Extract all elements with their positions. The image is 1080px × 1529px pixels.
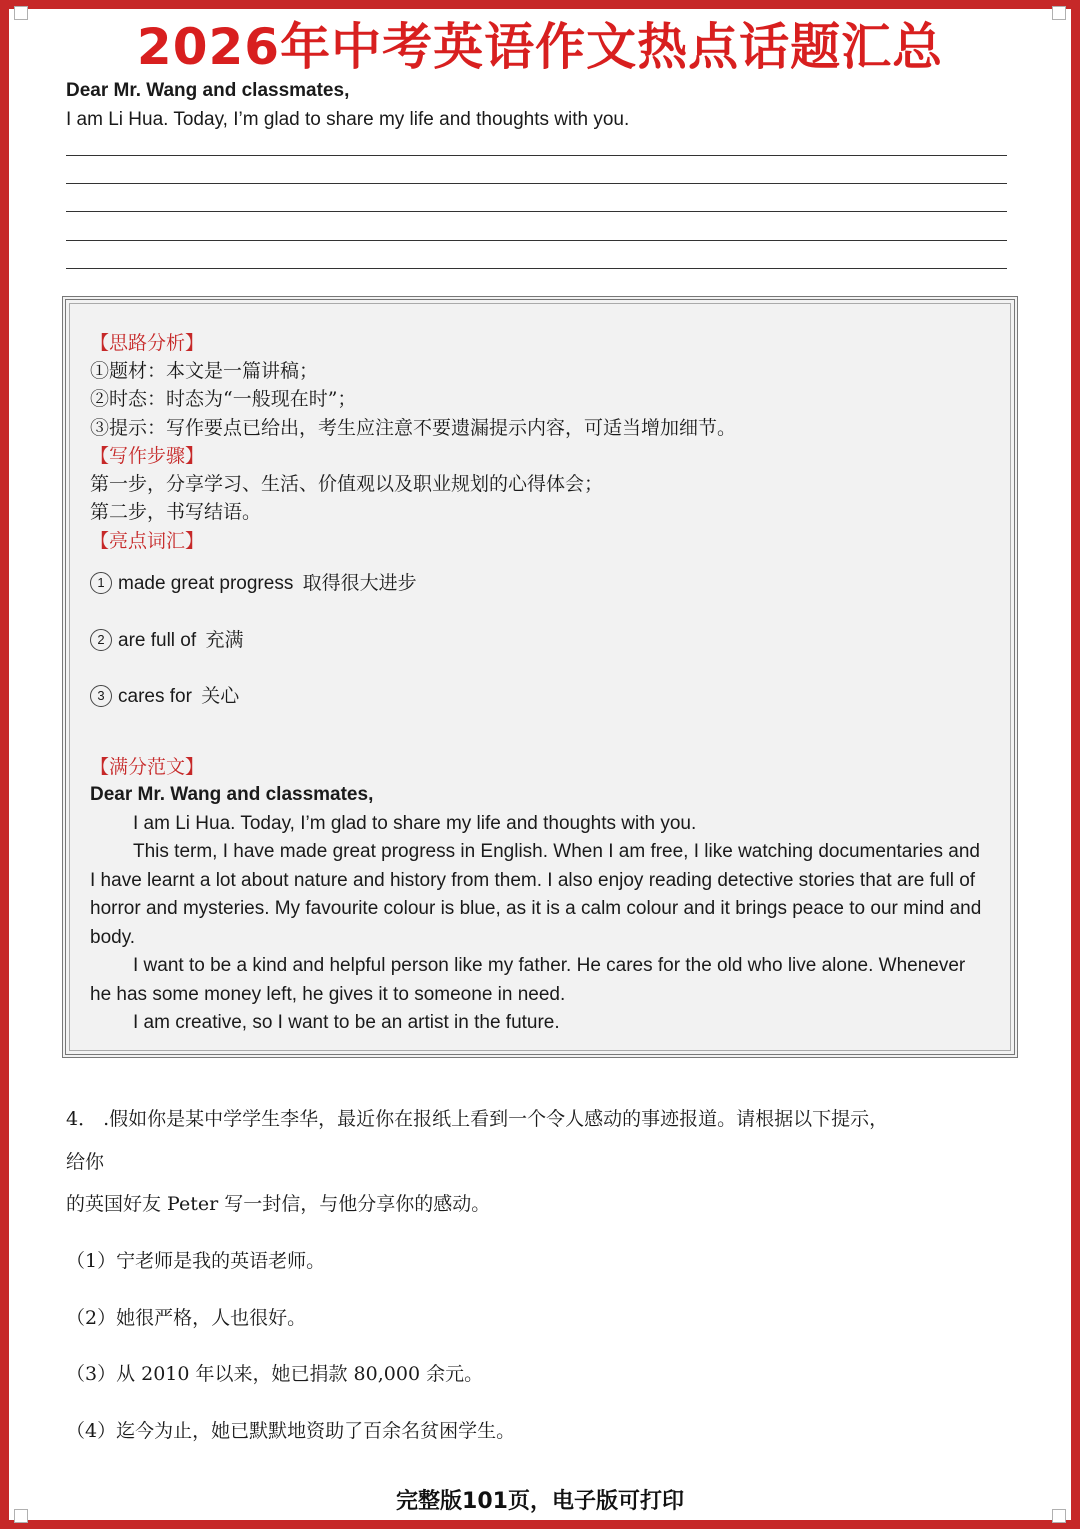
question-point: （4）迄今为止，她已默默地资助了百余名贫困学生。: [66, 1420, 516, 1442]
analysis-item: ①题材：本文是一篇讲稿；: [90, 360, 319, 382]
analysis-item: ②时态：时态为“一般现在时”；: [90, 388, 357, 410]
writing-line: [66, 240, 1007, 241]
steps-item: 第一步，分享学习、生活、价值观以及职业规划的心得体会；: [90, 473, 604, 495]
writing-line: [66, 155, 1007, 156]
letter-greeting: Dear Mr. Wang and classmates,: [66, 80, 350, 101]
letter-opening: I am Li Hua. Today, I’m glad to share my life and thoughts with you.: [66, 109, 630, 130]
question-point: （2）她很严格，人也很好。: [66, 1307, 307, 1329]
vocab-chinese: 取得很大进步: [302, 572, 417, 594]
steps-item: 第二步，书写结语。: [90, 501, 262, 523]
question-point: （1）宁老师是我的英语老师。: [66, 1250, 326, 1272]
footer-note: 完整版101页，电子版可打印: [396, 1489, 684, 1514]
essay-paragraph: This term, I have made great progress in English. When I am free, I like watching documentaries and I have learnt a lot about nature and history from them. I also enjoy reading detective stories that are full of horror and mysteries. My favourite colour is blue, as it is a calm colour and it brings peace to our mind and body.: [90, 841, 982, 948]
essay-paragraph: I want to be a kind and helpful person like my father. He cares for the old who live alone. Whenever he has some money left, he gives it to someone in need.: [90, 955, 966, 1005]
analysis-item: ③提示：写作要点已给出，考生应注意不要遗漏提示内容，可适当增加细节。: [90, 417, 737, 439]
page-title: 2026年中考英语作文热点话题汇总: [136, 18, 944, 76]
question-line: 4． .假如你是某中学学生李华，最近你在报纸上看到一个令人感动的事迹报道。请根据以下提示，: [66, 1108, 889, 1130]
letter-header: [66, 76, 629, 134]
vocab-heading: 【亮点词汇】: [90, 530, 205, 552]
circled-number: 2: [90, 629, 112, 651]
essay-greeting: Dear Mr. Wang and classmates,: [90, 784, 374, 805]
vocab-item: [90, 626, 243, 655]
question-point: （3）从 2010 年以来，她已捐款 80,000 余元。: [66, 1363, 484, 1385]
essay-paragraph: I am Li Hua. Today, I’m glad to share my life and thoughts with you.: [133, 812, 697, 834]
circled-number: 3: [90, 685, 112, 707]
steps-heading: 【写作步骤】: [90, 445, 205, 467]
model-heading: 【满分范文】: [90, 756, 205, 778]
vocab-english: are full of: [118, 630, 197, 651]
essay-paragraph: I am creative, so I want to be an artist in the future.: [133, 1012, 560, 1033]
vocab-item: [90, 569, 417, 598]
model-essay: [90, 781, 985, 1038]
vocab-chinese: 关心: [201, 685, 240, 707]
vocab-item: [90, 682, 239, 711]
vocab-english: made great progress: [118, 573, 294, 594]
writing-line: [66, 211, 1007, 212]
analysis-heading: 【思路分析】: [90, 332, 205, 354]
circled-number: 1: [90, 572, 112, 594]
question-line: 给你: [66, 1151, 105, 1173]
vocab-chinese: 充满: [205, 629, 244, 651]
writing-line: [66, 183, 1007, 184]
question-line: 的英国好友 Peter 写一封信，与他分享你的感动。: [66, 1193, 491, 1215]
vocab-english: cares for: [118, 686, 192, 707]
writing-line: [66, 268, 1007, 269]
